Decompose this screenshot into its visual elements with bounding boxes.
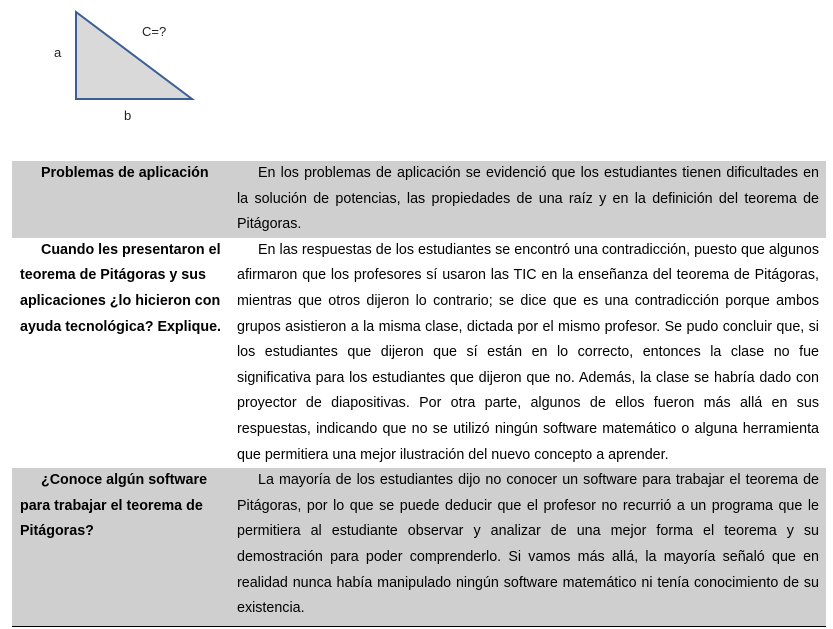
right-triangle-shape (76, 12, 192, 99)
hypotenuse-c-label: C=? (142, 24, 167, 39)
question-cell: ¿Conoce algún software para trabajar el teorema de Pitágoras? (12, 468, 234, 626)
table-row (12, 161, 826, 238)
answer-cell: La mayoría de los estudiantes dijo no conocer un software para trabajar el teorema de Pitágoras, por lo que se puede deducir que el profesor no recurrió a un programa que le permitiera al estudiante observar y analizar de una mejor forma el teorema y su demostración para poder comprenderlo. Si vamos más allá, la mayoría señaló que en realidad nunca había manipulado ningún software matemático ni tenía conocimiento de su existencia. (234, 468, 826, 626)
answer-cell: En las respuestas de los estudiantes se encontró una contradicción, puesto que algunos afirmaron que los profesores sí usaron las TIC en la enseñanza del teorema de Pitágoras, mientras que otros dijeron lo contrario; se dice que es una contradicción porque ambos grupos asistieron a la misma clase, dictada por el mismo profesor. Se pudo concluir que, si los estudiantes que dijeron que sí están en lo correcto, entonces la clase no fue significativa para los estudiantes que dijeron que no. Además, la clase se habría dado con proyector de diapositivas. Por otra parte, algunos de ellos fueron más allá en sus respuestas, indicando que no se utilizó ningún software matemático o alguna herramienta que permitiera una mejor ilustración del nuevo concepto a aprender. (237, 241, 819, 463)
question-cell: Cuando les presentaron el teorema de Pitágoras y sus aplicaciones ¿lo hicieron con ayuda tecnológica? Explique. (20, 241, 221, 335)
question-cell: Problemas de aplicación (12, 161, 234, 238)
answer-cell: En los problemas de aplicación se evidenció que los estudiantes tienen dificultades en la solución de potencias, las propiedades de una raíz y en la definición del teorema de Pitágoras. (234, 161, 826, 238)
results-table-container (12, 161, 826, 627)
side-a-label: a (54, 45, 62, 60)
right-triangle-figure (40, 6, 220, 131)
results-table (12, 161, 826, 627)
table-row (12, 238, 826, 468)
table-row (12, 468, 826, 626)
side-b-label: b (124, 108, 132, 123)
